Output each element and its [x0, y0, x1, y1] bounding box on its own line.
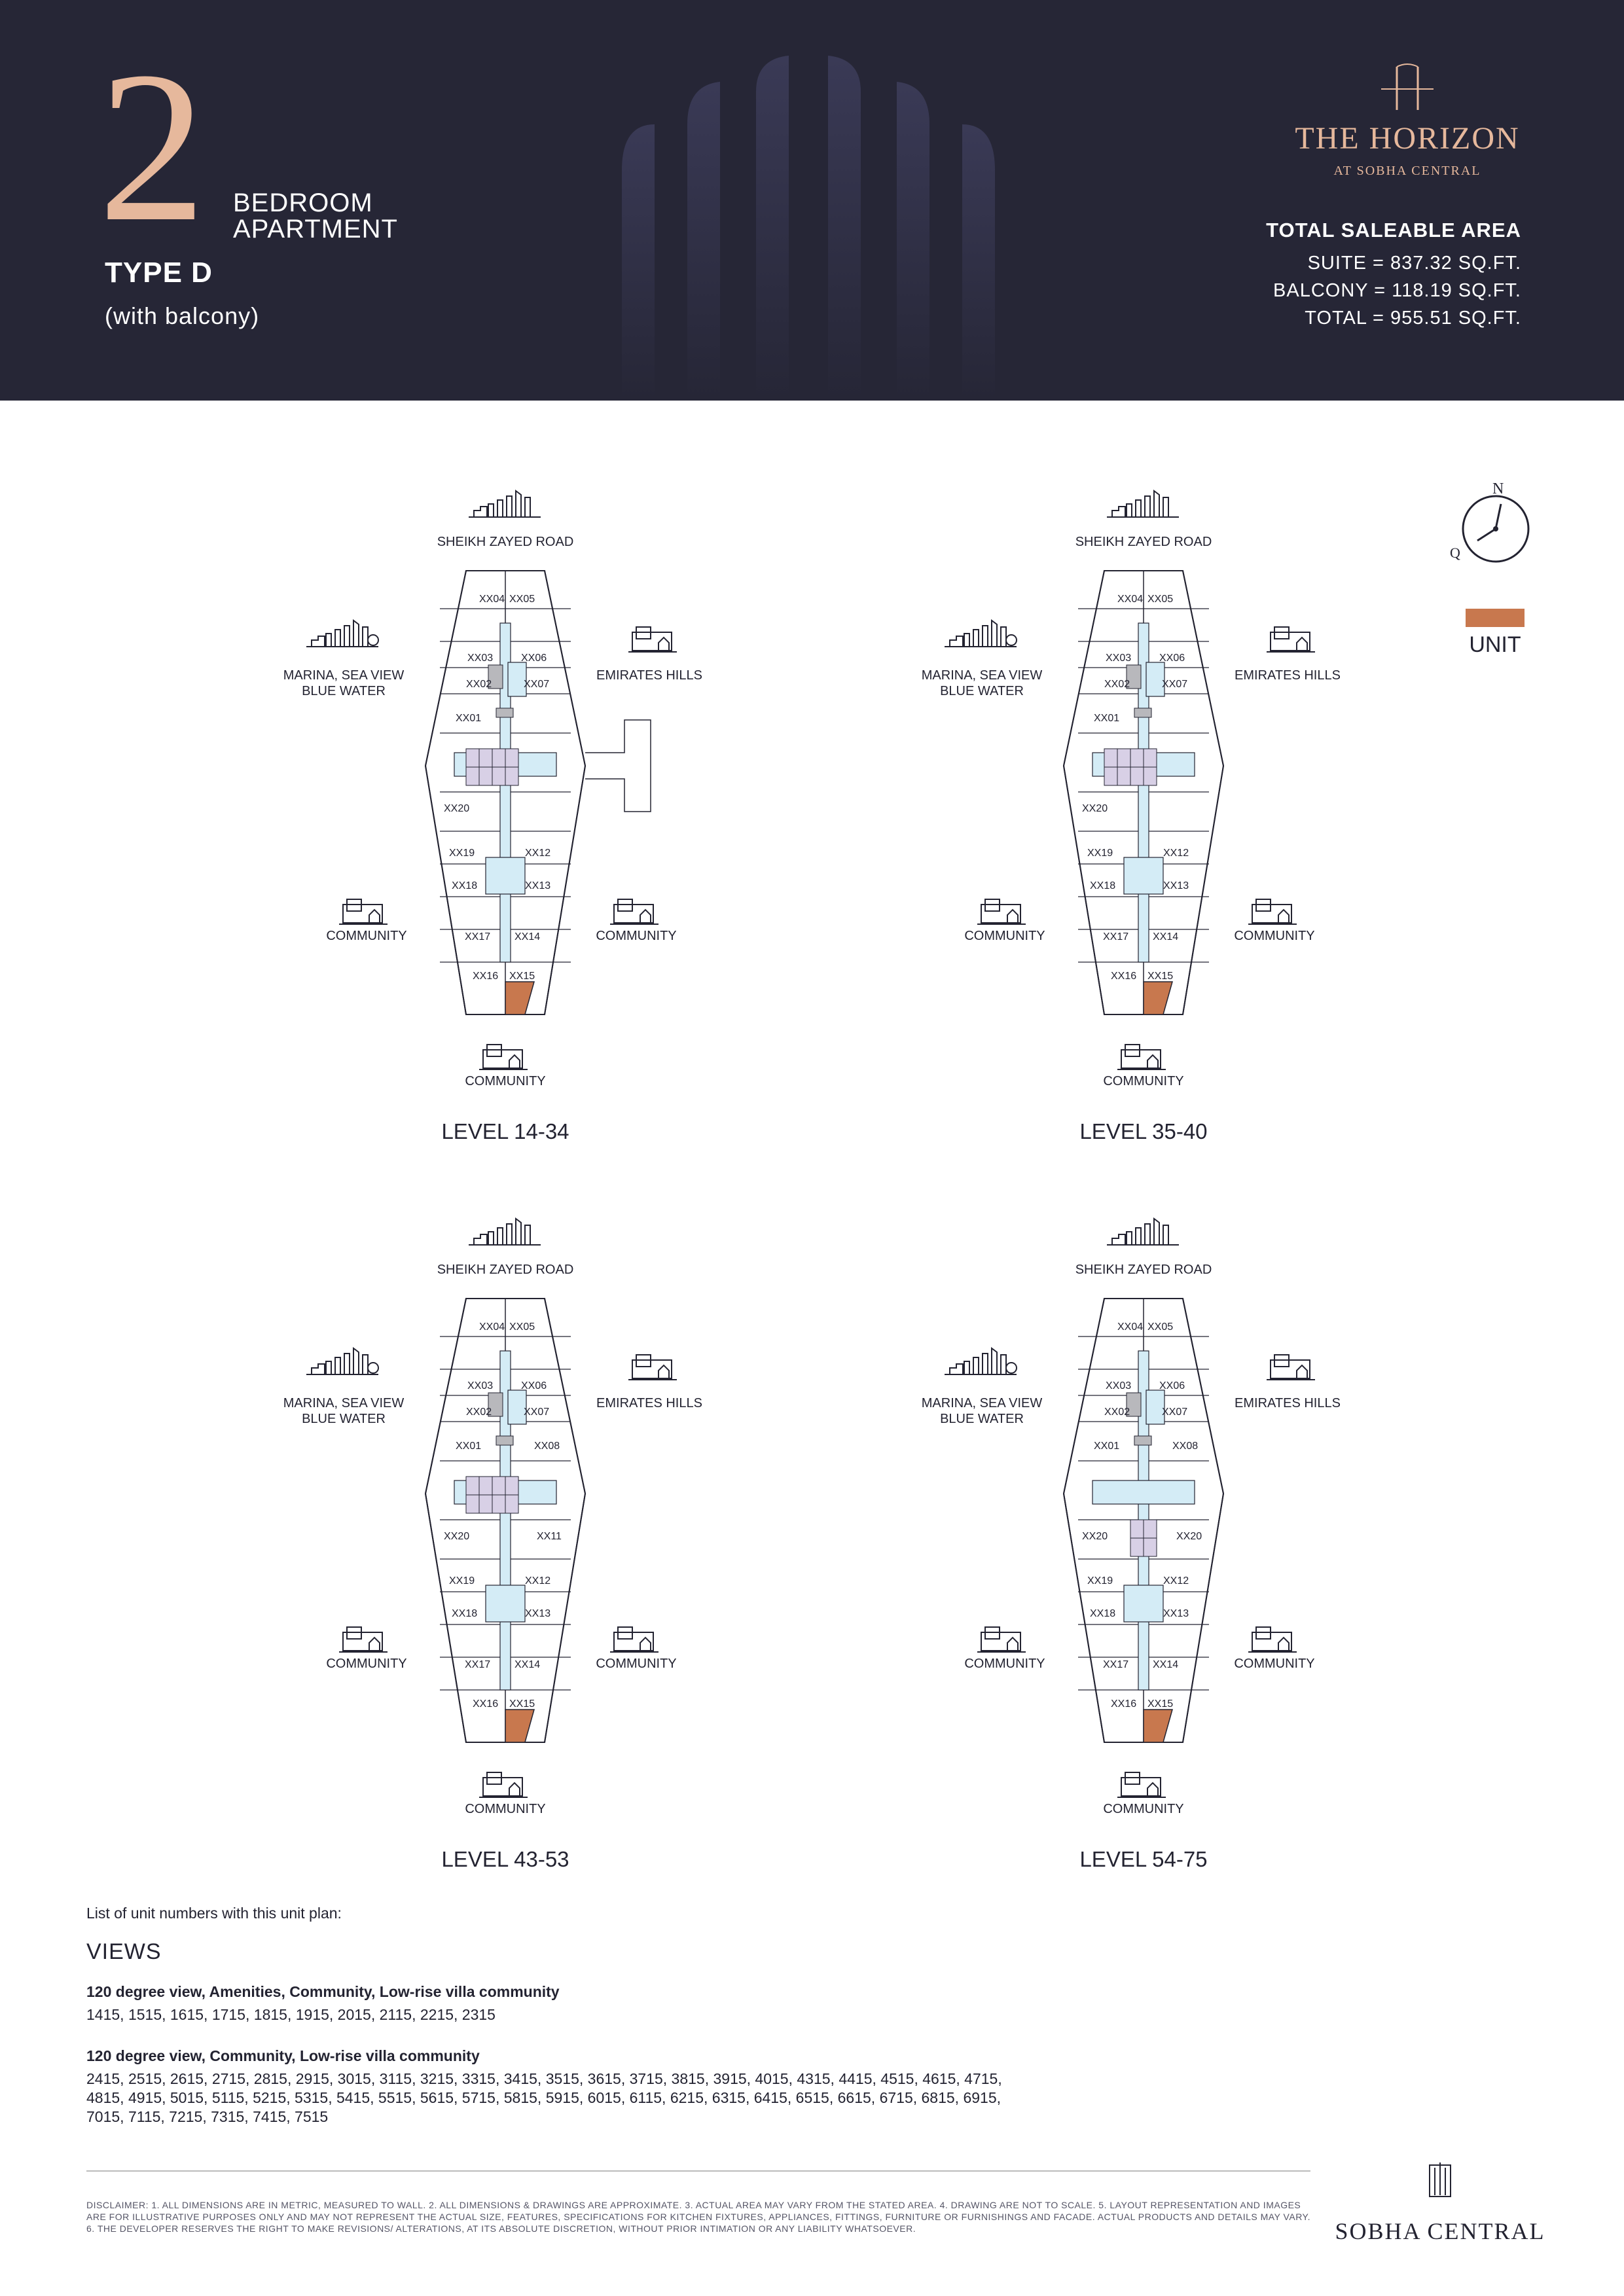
unit-label-xx07: XX07	[524, 1407, 550, 1418]
unit-label-xx19: XX19	[1087, 1575, 1113, 1587]
unit-label-xx05: XX05	[509, 594, 535, 605]
views-title: VIEWS	[86, 1939, 162, 1964]
unit-label-xx18: XX18	[1090, 1608, 1116, 1619]
unit-label-xx02: XX02	[1104, 1407, 1130, 1418]
unit-label-xx14: XX14	[514, 931, 541, 942]
unit-label-xx20: XX20	[1082, 803, 1108, 814]
total-area: TOTAL = 955.51 SQ.FT.	[1305, 308, 1521, 329]
unit-label-xx01: XX01	[1094, 713, 1120, 724]
marina-skyline-icon	[306, 1348, 378, 1374]
ferris-wheel-icon	[1006, 635, 1017, 645]
bedroom-count: 2	[98, 27, 206, 266]
skyline-icon	[1107, 1219, 1179, 1245]
view-community-bottom: COMMUNITY	[465, 1074, 546, 1088]
unit-label-xx02: XX02	[1104, 679, 1130, 690]
community-icon	[977, 899, 1026, 924]
unit-label-xx14: XX14	[1153, 1659, 1179, 1670]
footer-brand: SOBHA CENTRAL	[1335, 2218, 1545, 2244]
view-marina-line2: BLUE WATER	[302, 684, 386, 698]
unit-label-xx20: XX20	[1176, 1531, 1202, 1542]
ferris-wheel-icon	[368, 1363, 378, 1373]
view-community-bottom: COMMUNITY	[465, 1802, 546, 1816]
view-community-right: COMMUNITY	[596, 1657, 677, 1671]
view-community-right: COMMUNITY	[596, 929, 677, 943]
unit-label-xx05: XX05	[1147, 594, 1174, 605]
compass-q-label: Q	[1450, 545, 1460, 561]
view-marina-line2: BLUE WATER	[940, 684, 1024, 698]
unit-label-xx04: XX04	[479, 594, 505, 605]
unit-label-xx12: XX12	[1163, 1575, 1189, 1587]
community-icon	[339, 1627, 388, 1652]
bedroom-label-line2: APARTMENT	[233, 215, 398, 243]
unit-label-xx03: XX03	[1106, 653, 1132, 664]
unit-type-subtitle: (with balcony)	[105, 302, 260, 329]
bedroom-label	[233, 190, 398, 242]
unit-label-xx19: XX19	[449, 1575, 475, 1587]
unit-label-xx18: XX18	[1090, 880, 1116, 891]
unit-label-xx13: XX13	[525, 880, 551, 891]
unit-label-xx03: XX03	[467, 1380, 494, 1391]
unit-label-xx15: XX15	[509, 1698, 535, 1710]
balcony-area: BALCONY = 118.19 SQ.FT.	[1273, 280, 1521, 301]
unit-label-xx07: XX07	[524, 679, 550, 690]
unit-label-xx12: XX12	[525, 1575, 551, 1587]
view-community-bottom: COMMUNITY	[1103, 1802, 1184, 1816]
unit-label-xx19: XX19	[449, 848, 475, 859]
community-icon	[1117, 1045, 1166, 1069]
view-community-bottom: COMMUNITY	[1103, 1074, 1184, 1088]
view-community-left: COMMUNITY	[326, 1657, 407, 1671]
unit-label-xx20: XX20	[444, 1531, 470, 1542]
unit-label-xx06: XX06	[1159, 1380, 1185, 1391]
unit-label-xx20: XX20	[444, 803, 470, 814]
community-icon	[479, 1772, 528, 1797]
view-sheikh-zayed-road: SHEIKH ZAYED ROAD	[437, 535, 574, 549]
unit-label-xx11: XX11	[537, 1531, 562, 1542]
unit-label-xx04: XX04	[1117, 1321, 1144, 1333]
community-icon	[339, 899, 388, 924]
unit-label-xx04: XX04	[1117, 594, 1144, 605]
unit-label-xx02: XX02	[466, 1407, 492, 1418]
floorplan-level-43-53	[275, 1206, 733, 1880]
floorplan-drawing	[913, 478, 1371, 1152]
header-banner	[0, 0, 1624, 401]
footer-divider	[86, 2170, 1310, 2172]
view-group-units-line: 7015, 7115, 7215, 7315, 7415, 7515	[86, 2108, 329, 2125]
unit-type-title: TYPE D	[105, 257, 213, 289]
community-icon	[1117, 1772, 1166, 1797]
view-marina-line2: BLUE WATER	[940, 1412, 1024, 1426]
unit-list-intro: List of unit numbers with this unit plan:	[86, 1905, 342, 1922]
community-icon	[610, 899, 659, 924]
skyline-icon	[469, 1219, 541, 1245]
community-icon	[977, 1627, 1026, 1652]
floorplan-drawing	[913, 1206, 1371, 1880]
view-marina-line2: BLUE WATER	[302, 1412, 386, 1426]
community-icon	[479, 1045, 528, 1069]
ferris-wheel-icon	[368, 635, 378, 645]
unit-label-xx07: XX07	[1162, 679, 1188, 690]
unit-label-xx18: XX18	[452, 1608, 478, 1619]
unit-label-xx17: XX17	[1103, 931, 1129, 942]
area-title: TOTAL SALEABLE AREA	[1266, 219, 1521, 242]
unit-label-xx17: XX17	[1103, 1659, 1129, 1670]
unit-label-xx13: XX13	[1163, 1608, 1189, 1619]
unit-label-xx01: XX01	[456, 1441, 482, 1452]
unit-label-xx01: XX01	[456, 713, 482, 724]
floorplan-drawing	[275, 1206, 733, 1880]
marina-skyline-icon	[306, 620, 378, 647]
unit-label-xx13: XX13	[525, 1608, 551, 1619]
legend-unit-swatch	[1466, 609, 1525, 627]
emirates-hills-icon	[1267, 1355, 1315, 1380]
view-marina-line1: MARINA, SEA VIEW	[921, 668, 1043, 683]
unit-label-xx14: XX14	[514, 1659, 541, 1670]
unit-label-xx16: XX16	[473, 1698, 499, 1710]
sobha-logo-icon	[1427, 2160, 1453, 2199]
view-group-units-line: 2415, 2515, 2615, 2715, 2815, 2915, 3015, 3115, 3215, 3315, 3415, 3515, 3615, 3715, 3815, 3915, 4015, 4315, 4415, 4515, 4615, 4715,	[86, 2070, 1002, 2087]
horizon-logo-icon	[1368, 63, 1447, 115]
view-emirates-hills: EMIRATES HILLS	[1235, 1396, 1341, 1410]
unit-label-xx02: XX02	[466, 679, 492, 690]
skyline-icon	[469, 491, 541, 517]
level-label: LEVEL 35-40	[1079, 1119, 1208, 1143]
unit-label-xx15: XX15	[1147, 1698, 1174, 1710]
unit-label-xx08: XX08	[534, 1441, 560, 1452]
view-group-title: 120 degree view, Amenities, Community, Low-rise villa community	[86, 1983, 560, 2000]
community-icon	[610, 1627, 659, 1652]
unit-label-xx14: XX14	[1153, 931, 1179, 942]
unit-label-xx18: XX18	[452, 880, 478, 891]
unit-label-xx20: XX20	[1082, 1531, 1108, 1542]
view-community-right: COMMUNITY	[1234, 1657, 1315, 1671]
suite-area: SUITE = 837.32 SQ.FT.	[1307, 253, 1521, 274]
view-marina-line1: MARINA, SEA VIEW	[283, 1396, 405, 1410]
unit-label-xx12: XX12	[525, 848, 551, 859]
unit-label-xx06: XX06	[521, 1380, 547, 1391]
emirates-hills-icon	[628, 1355, 677, 1380]
unit-label-xx15: XX15	[1147, 971, 1174, 982]
legend-unit-label: UNIT	[1469, 632, 1521, 657]
brand-subtitle: AT SOBHA CENTRAL	[1333, 164, 1481, 178]
unit-label-xx17: XX17	[465, 931, 491, 942]
floorplan-level-54-75	[913, 1206, 1371, 1880]
view-community-left: COMMUNITY	[326, 929, 407, 943]
view-emirates-hills: EMIRATES HILLS	[596, 668, 702, 683]
view-community-right: COMMUNITY	[1234, 929, 1315, 943]
floorplan-drawing	[275, 478, 733, 1152]
unit-label-xx08: XX08	[1172, 1441, 1199, 1452]
community-icon	[1248, 899, 1297, 924]
view-emirates-hills: EMIRATES HILLS	[596, 1396, 702, 1410]
unit-label-xx05: XX05	[1147, 1321, 1174, 1333]
floorplan-level-35-40	[913, 478, 1371, 1152]
view-sheikh-zayed-road: SHEIKH ZAYED ROAD	[1075, 1263, 1212, 1277]
unit-label-xx15: XX15	[509, 971, 535, 982]
unit-label-xx19: XX19	[1087, 848, 1113, 859]
view-marina-line1: MARINA, SEA VIEW	[921, 1396, 1043, 1410]
disclaimer: DISCLAIMER: 1. ALL DIMENSIONS ARE IN METRIC, MEASURED TO WALL. 2. ALL DIMENSIONS & DRAWINGS ARE APPROXIMATE. 3. ACTUAL AREA MAY VARY FROM THE STATED AREA. 4. DRAWING ARE NOT TO SCALE. 5. LAYOUT REPRESENTATION AND IMAGES ARE FOR ILLUSTRATIVE PURPOSES ONLY AND MAY NOT REPRESENT THE ACTUAL SIZE, FEATURES, SPECIFICATIONS FOR KITCHEN FIXTURES, APPLIANCES, FITTINGS, FURNITURE OR FURNISHINGS AND FACADE. ACTUAL PRODUCTS AND DETAILS MAY VARY. 6. THE DEVELOPER RESERVES THE RIGHT TO MAKE REVISIONS/ ALTERATIONS, AT ITS ABSOLUTE DISCRETION, WITHOUT PRIOR INTIMATION OR ANY LIABILITY WHATSOEVER.	[86, 2200, 1310, 2234]
unit-label-xx16: XX16	[473, 971, 499, 982]
compass-icon	[1450, 478, 1542, 569]
level-label: LEVEL 14-34	[441, 1119, 569, 1143]
view-emirates-hills: EMIRATES HILLS	[1235, 668, 1341, 683]
bedroom-label-line1: BEDROOM	[233, 188, 373, 217]
unit-label-xx06: XX06	[521, 653, 547, 664]
unit-label-xx01: XX01	[1094, 1441, 1120, 1452]
view-group-units-line: 4815, 4915, 5015, 5115, 5215, 5315, 5415, 5515, 5615, 5715, 5815, 5915, 6015, 6115, 6215, 6315, 6415, 6515, 6615, 6715, 6815, 6915,	[86, 2089, 1001, 2106]
view-community-left: COMMUNITY	[964, 929, 1045, 943]
marina-skyline-icon	[945, 620, 1017, 647]
view-group-units: 1415, 1515, 1615, 1715, 1815, 1915, 2015, 2115, 2215, 2315	[86, 2006, 496, 2023]
unit-label-xx12: XX12	[1163, 848, 1189, 859]
level-label: LEVEL 54-75	[1079, 1847, 1208, 1871]
unit-label-xx06: XX06	[1159, 653, 1185, 664]
community-icon	[1248, 1627, 1297, 1652]
view-group-units	[86, 2070, 1068, 2126]
terrace-annex	[585, 720, 651, 812]
view-sheikh-zayed-road: SHEIKH ZAYED ROAD	[437, 1263, 574, 1277]
view-community-left: COMMUNITY	[964, 1657, 1045, 1671]
unit-label-xx04: XX04	[479, 1321, 505, 1333]
unit-label-xx16: XX16	[1111, 971, 1137, 982]
emirates-hills-icon	[628, 627, 677, 652]
unit-label-xx13: XX13	[1163, 880, 1189, 891]
unit-label-xx05: XX05	[509, 1321, 535, 1333]
unit-label-xx03: XX03	[1106, 1380, 1132, 1391]
compass-north-label: N	[1492, 480, 1504, 497]
unit-label-xx07: XX07	[1162, 1407, 1188, 1418]
arches-graphic	[615, 52, 1008, 401]
brand-name: THE HORIZON	[1295, 121, 1520, 156]
ferris-wheel-icon	[1006, 1363, 1017, 1373]
emirates-hills-icon	[1267, 627, 1315, 652]
unit-label-xx16: XX16	[1111, 1698, 1137, 1710]
marina-skyline-icon	[945, 1348, 1017, 1374]
view-group-title: 120 degree view, Community, Low-rise villa community	[86, 2047, 480, 2064]
view-sheikh-zayed-road: SHEIKH ZAYED ROAD	[1075, 535, 1212, 549]
unit-label-xx03: XX03	[467, 653, 494, 664]
unit-label-xx17: XX17	[465, 1659, 491, 1670]
floorplan-level-14-34	[275, 478, 733, 1152]
skyline-icon	[1107, 491, 1179, 517]
level-label: LEVEL 43-53	[441, 1847, 569, 1871]
view-marina-line1: MARINA, SEA VIEW	[283, 668, 405, 683]
